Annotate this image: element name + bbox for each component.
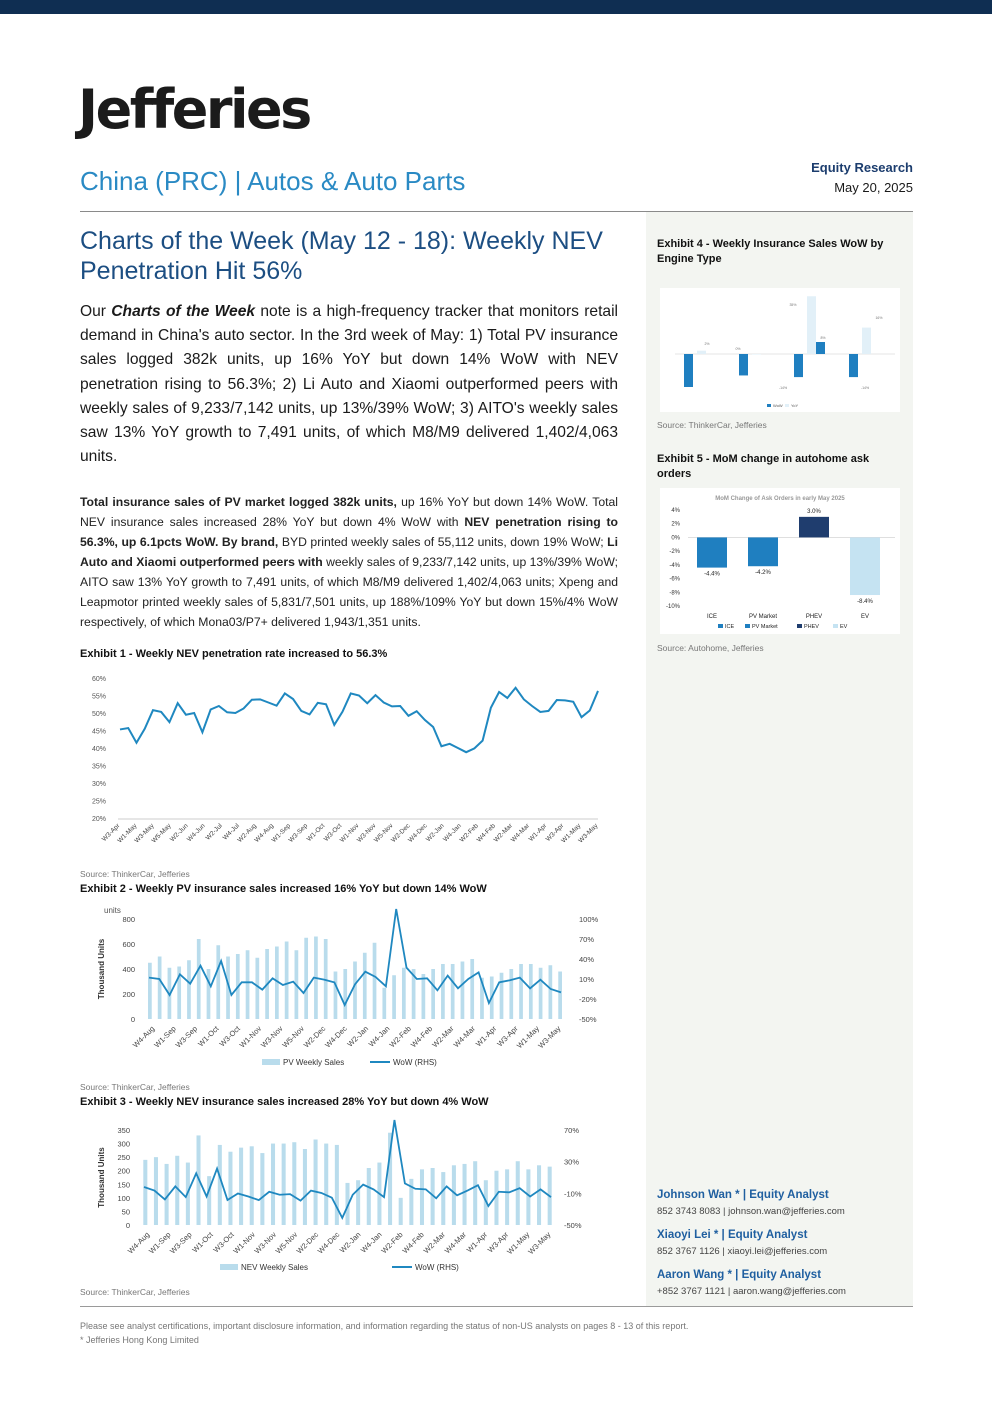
analyst-2-name[interactable]: Xiaoyi Lei * | Equity Analyst <box>657 1229 808 1241</box>
yoy-bar <box>807 296 816 354</box>
body-text-1: up 16% YoY but down 14% WoW. Total NEV insurance sales increased 28% YoY but down 4% WoW with <box>80 495 618 529</box>
x-tick-label: W1-Nov <box>231 1230 257 1256</box>
unit-label: units <box>104 906 121 915</box>
x-tick-label: W2-Dec <box>390 822 412 845</box>
exhibit1-source: Source: ThinkerCar, Jefferies <box>80 869 190 879</box>
x-tick-label: W1-Oct <box>190 1230 215 1255</box>
sales-bar <box>558 972 562 1020</box>
y-tick-label: 25% <box>91 798 106 806</box>
x-tick-label: W4-Aug <box>130 1024 157 1050</box>
wow-bar-positive <box>816 342 825 354</box>
x-tick-label: W1-May <box>560 822 583 845</box>
body-bold-2: NEV penetration rising to 56.3%, up 6.1pcts WoW. By brand, <box>80 515 618 549</box>
x-tick-label: PHEV <box>805 614 823 620</box>
sales-bar <box>304 938 308 1019</box>
x-tick-label: W2-Feb <box>458 822 480 844</box>
x-tick-label: W1-Nov <box>338 822 361 845</box>
legend-label-bars: NEV Weekly Sales <box>241 1263 308 1272</box>
body-paragraph <box>80 492 618 632</box>
sales-bar <box>470 959 474 1019</box>
report-date: May 20, 2025 <box>834 180 913 195</box>
sales-bar <box>373 943 377 1019</box>
sales-bar <box>250 1146 254 1225</box>
sales-bar <box>216 945 220 1019</box>
y-left-tick-label: 50 <box>121 1207 130 1217</box>
sales-bar <box>451 964 455 1019</box>
sales-bar <box>143 1160 147 1225</box>
x-tick-label: W1-May <box>505 1230 532 1257</box>
x-tick-label: W3-Apr <box>485 1230 511 1255</box>
x-tick-label: W4-Feb <box>400 1230 426 1256</box>
sales-bar <box>314 1140 318 1226</box>
legend-label-yoy: YoY <box>791 403 799 408</box>
sales-bar <box>539 968 543 1019</box>
x-tick-label: W2-Jan <box>424 822 446 844</box>
y-tick-label: 35% <box>91 763 106 771</box>
x-tick-label: W5-May <box>150 822 173 845</box>
exhibit4-title: Exhibit 4 - Weekly Insurance Sales WoW by Engine Type <box>657 238 884 265</box>
sales-bar <box>537 1165 541 1225</box>
x-tick-label: W3-Nov <box>252 1230 279 1256</box>
sales-bar <box>207 969 211 1019</box>
legend-label: EV <box>840 624 848 630</box>
x-tick-label: W3-May <box>577 822 600 845</box>
y-tick-label: 2% <box>671 521 680 528</box>
sales-bar <box>452 1165 456 1225</box>
value-label: -8.4% <box>857 599 873 606</box>
wow-bar <box>849 354 858 377</box>
footnote: * Jefferies Hong Kong Limited <box>80 1335 199 1345</box>
y-left-tick-label: 0 <box>125 1221 130 1230</box>
y-right-tick-label: 70% <box>564 1126 580 1135</box>
y-right-tick-label: 70% <box>579 935 595 944</box>
sales-bar <box>255 958 259 1019</box>
sales-bar <box>148 963 152 1019</box>
sales-bar <box>239 1148 243 1225</box>
analyst-3-contact[interactable]: +852 3767 1121 | aaron.wang@jefferies.com <box>657 1286 846 1297</box>
value-label: -4.2% <box>755 570 771 577</box>
sales-bar <box>324 1144 328 1225</box>
y-axis-title: Thousand Units <box>97 938 106 1000</box>
x-tick-label: W5-Nov <box>373 822 395 845</box>
x-tick-label: W1-Sep <box>146 1230 173 1256</box>
report-title: Charts of the Week (May 12 - 18): Weekly NEV Penetration Hit 56% <box>80 227 603 285</box>
sales-bar <box>500 973 504 1019</box>
y-tick-label: 60% <box>91 676 106 683</box>
exhibit5-title: Exhibit 5 - MoM change in autohome ask orders <box>657 453 870 480</box>
x-tick-label: W4-Jan <box>358 1230 384 1255</box>
y-tick-label: -6% <box>669 576 680 583</box>
lead-bold: Charts of the Week <box>111 303 256 320</box>
x-tick-label: W5-Nov <box>280 1024 306 1050</box>
y-tick-label: 50% <box>91 711 106 718</box>
x-tick-label: W1-Oct <box>196 1024 221 1049</box>
x-tick-label: W3-Sep <box>173 1024 200 1050</box>
y-axis-title: Thousand Units <box>97 1147 106 1208</box>
x-tick-label: W2-Feb <box>387 1024 413 1050</box>
analyst-1-contact[interactable]: 852 3743 8083 | johnson.wan@jefferies.com <box>657 1206 845 1217</box>
x-tick-label: W4-Jul <box>221 822 241 842</box>
y-tick-label: -8% <box>669 590 680 597</box>
sales-bar <box>363 953 367 1019</box>
body-text-2: BYD printed weekly sales of 55,112 units, down 19% WoW; <box>278 535 608 549</box>
x-tick-label: W3-Apr <box>544 822 566 843</box>
sales-bar <box>335 1145 339 1225</box>
x-tick-label: W4-Feb <box>475 822 497 844</box>
x-tick-label: W1-Oct <box>305 822 327 843</box>
sales-bar <box>271 1144 275 1225</box>
sales-bar <box>382 988 386 1019</box>
legend-label: ICE <box>725 624 735 630</box>
x-tick-label: ICE <box>706 614 718 620</box>
x-tick-label: W2-Jan <box>345 1024 371 1049</box>
exhibit3-title: Exhibit 3 - Weekly NEV insurance sales increased 28% YoY but down 4% WoW <box>80 1096 489 1108</box>
exhibit1-chart <box>80 668 610 868</box>
sales-bar <box>463 1164 467 1225</box>
sales-bar <box>548 965 552 1019</box>
legend-label-wow: WoW <box>773 403 783 408</box>
legend-swatch-bars <box>220 1264 238 1270</box>
x-tick-label: W3-Apr <box>100 822 122 843</box>
exhibit3-source: Source: ThinkerCar, Jefferies <box>80 1287 190 1297</box>
x-tick-label: W3-Oct <box>322 822 344 843</box>
x-tick-label: W2-Jan <box>337 1230 363 1255</box>
x-tick-label: W1-Sep <box>270 822 293 845</box>
x-tick-label: W4-Dec <box>407 822 429 845</box>
legend-label-bars: PV Weekly Sales <box>283 1058 345 1067</box>
x-tick-label: W1-Apr <box>527 822 549 843</box>
legend-swatch-bars <box>262 1059 280 1065</box>
ask-order-bar <box>697 537 727 567</box>
exhibit4-source: Source: ThinkerCar, Jefferies <box>657 420 767 430</box>
value-label: 3.0% <box>807 508 821 515</box>
x-tick-label: W2-Mar <box>421 1230 447 1256</box>
analyst-2-contact[interactable]: 852 3767 1126 | xiaoyi.lei@jefferies.com <box>657 1246 828 1257</box>
sales-bar <box>516 1161 520 1225</box>
exhibit5-source: Source: Autohome, Jefferies <box>657 643 764 653</box>
y-left-tick-label: 150 <box>117 1180 130 1190</box>
x-tick-label: W1-Nov <box>237 1024 264 1050</box>
x-tick-label: W4-Mar <box>442 1230 468 1256</box>
sales-bar <box>303 1149 307 1225</box>
x-tick-label: W3-Oct <box>211 1230 236 1255</box>
x-tick-label: W2-Aug <box>236 822 258 845</box>
y-left-tick-label: 200 <box>117 1166 130 1176</box>
exhibit5-chart <box>660 488 900 634</box>
x-tick-label: W3-Oct <box>217 1024 242 1049</box>
legend-swatch <box>833 624 838 628</box>
lead-paragraph <box>80 300 618 469</box>
top-banner <box>0 0 992 14</box>
body-bold-3: Li Auto and Xiaomi outperformed peers with <box>80 535 619 569</box>
x-tick-label: W2-Dec <box>301 1024 328 1050</box>
y-tick-label: 20% <box>91 816 106 823</box>
wow-bar <box>739 354 748 375</box>
sales-bar <box>519 964 523 1019</box>
yoy-bar <box>862 328 871 354</box>
x-tick-label: EV <box>860 614 870 620</box>
sales-bar <box>392 975 396 1019</box>
x-tick-label: W1-Apr <box>464 1230 490 1255</box>
y-right-tick-label: 100% <box>579 915 599 924</box>
x-tick-label: W1-Apr <box>473 1024 499 1049</box>
x-tick-label: W2-Jul <box>204 822 224 842</box>
body-bold-1: Total insurance sales of PV market logged 382k units, <box>80 495 397 509</box>
y-tick-label: 55% <box>91 693 106 701</box>
sales-bar <box>353 962 357 1020</box>
sales-bar <box>505 1169 509 1225</box>
ask-order-bar <box>850 537 880 595</box>
sales-bar <box>529 964 533 1019</box>
y-left-tick-label: 200 <box>122 990 135 999</box>
x-tick-label: W4-Jun <box>185 822 207 844</box>
sales-bar <box>282 1144 286 1225</box>
y-tick-label: -10% <box>665 604 680 610</box>
y-right-tick-label: -20% <box>579 995 597 1004</box>
sales-bar <box>197 939 201 1019</box>
sales-bar <box>367 1168 371 1225</box>
y-left-tick-label: 0 <box>130 1015 135 1024</box>
x-tick-label: W4-Mar <box>451 1024 477 1050</box>
legend-swatch <box>745 624 750 628</box>
sales-bar <box>473 1161 477 1225</box>
exhibit3-chart <box>80 1118 610 1280</box>
body-text-3: weekly sales of 9,233/7,142 units, up 13%/39% WoW; AITO saw 13% YoY growth to 7,491 units, of which M8/M9 delivered 1,402/4,063 units; Xpeng and Leapmotor printed weekly sales of 5,831/7,501 units, up 188%/109% YoY but down 15%/4% WoW respectively, of which Mona03/P7+ delivered 1,943/1,351 units. <box>80 555 618 629</box>
sales-bar <box>461 962 465 1020</box>
sales-bar <box>509 969 513 1019</box>
exhibit2-title: Exhibit 2 - Weekly PV insurance sales increased 16% YoY but down 14% WoW <box>80 883 487 895</box>
y-right-tick-label: -50% <box>564 1221 582 1230</box>
footer-divider <box>80 1306 913 1307</box>
y-right-tick-label: -50% <box>579 1015 597 1024</box>
x-tick-label: W2-Feb <box>379 1230 405 1256</box>
y-tick-label: 4% <box>671 508 680 514</box>
wow-bar <box>794 354 803 377</box>
sales-bar <box>285 942 289 1020</box>
report-type: Equity Research <box>811 160 913 175</box>
legend-swatch <box>718 624 723 628</box>
x-tick-label: W3-Apr <box>495 1024 520 1049</box>
sales-bar <box>402 968 406 1019</box>
y-tick-label: 45% <box>91 728 106 736</box>
x-tick-label: W4-Aug <box>125 1230 152 1256</box>
x-tick-label: W4-Dec <box>315 1230 342 1256</box>
sales-bar <box>431 969 435 1019</box>
analyst-3-name[interactable]: Aaron Wang * | Equity Analyst <box>657 1269 822 1281</box>
sales-bar <box>158 957 162 1020</box>
x-tick-label: W2-Mar <box>430 1024 456 1050</box>
x-tick-label: W1-May <box>116 822 139 845</box>
x-tick-label: W2-Dec <box>294 1230 321 1256</box>
sales-bar <box>343 969 347 1019</box>
y-right-tick-label: 30% <box>564 1157 580 1167</box>
disclaimer: Please see analyst certifications, important disclosure information, and information regarding the status of non-US analysts on pages 8 - 13 of this report. <box>80 1321 689 1331</box>
y-left-tick-label: 250 <box>117 1153 130 1163</box>
analyst-1-name[interactable]: Johnson Wan * | Equity Analyst <box>657 1189 829 1201</box>
y-left-tick-label: 100 <box>117 1193 130 1203</box>
data-label: -14% <box>860 386 870 390</box>
x-tick-label: W1-May <box>514 1024 542 1051</box>
y-right-tick-label: 40% <box>579 955 595 964</box>
x-tick-label: W3-May <box>526 1230 553 1257</box>
y-left-tick-label: 600 <box>122 940 135 949</box>
sales-bar <box>228 1152 232 1225</box>
x-tick-label: W3-Sep <box>287 822 310 845</box>
sales-bar <box>187 960 191 1019</box>
x-tick-label: W1-Sep <box>152 1024 178 1050</box>
yoy-bar <box>697 351 706 354</box>
nev-penetration-line <box>120 688 598 752</box>
ask-order-bar <box>799 517 829 538</box>
exhibit1-title: Exhibit 1 - Weekly NEV penetration rate increased to 56.3% <box>80 648 388 660</box>
ask-order-bar <box>748 537 778 566</box>
jefferies-logo: Jefferies <box>78 78 310 141</box>
exhibit2-chart <box>80 900 610 1080</box>
lead-text-2: note is a high-frequency tracker that monitors retail demand in China's auto sector. In the 3rd week of May: 1) Total PV insurance sales logged 382k units, up 16% YoY but down 14% WoW with NEV penetration rising to 56.3%; 2) Li Auto and Xiaomi outperformed peers with weekly sales of 9,233/7,142 units, up 13%/39% WoW; 3) AITO's weekly sales saw 13% YoY growth to 7,491 units, of which M8/M9 delivered 1,402/4,063 units. <box>80 303 619 466</box>
sales-bar <box>441 964 445 1019</box>
x-tick-label: W3-May <box>133 822 156 845</box>
x-tick-label: W4-Aug <box>253 822 276 845</box>
sales-bar <box>441 1172 445 1225</box>
x-tick-label: W3-May <box>536 1024 563 1051</box>
legend-label: PHEV <box>804 624 819 630</box>
sales-bar <box>422 974 426 1019</box>
data-label: -14% <box>778 386 788 390</box>
x-tick-label: W5-Nov <box>273 1230 300 1256</box>
legend-swatch-wow <box>767 404 771 407</box>
x-tick-label: W4-Jan <box>366 1024 392 1049</box>
x-tick-label: W4-Dec <box>323 1024 349 1050</box>
exhibit2-source: Source: ThinkerCar, Jefferies <box>80 1082 190 1092</box>
sector-heading: China (PRC) | Autos & Auto Parts <box>80 166 466 196</box>
wow-bar <box>684 354 693 387</box>
y-left-tick-label: 800 <box>122 915 135 924</box>
legend-label-line: WoW (RHS) <box>393 1058 437 1067</box>
data-label: 8% <box>820 336 826 340</box>
x-tick-label: W3-Nov <box>259 1024 285 1050</box>
legend-label: PV Market <box>752 624 778 630</box>
sales-bar <box>246 950 250 1019</box>
x-tick-label: W3-Sep <box>168 1230 194 1256</box>
x-tick-label: W2-Mar <box>492 822 515 844</box>
legend-label-line: WoW (RHS) <box>415 1263 459 1272</box>
y-tick-label: -2% <box>669 549 680 556</box>
legend-swatch-yoy <box>785 404 789 407</box>
legend-swatch <box>797 624 802 628</box>
sales-bar <box>260 1153 264 1225</box>
data-label: 16% <box>875 316 883 320</box>
y-left-tick-label: 300 <box>117 1139 130 1149</box>
y-left-tick-label: 400 <box>122 965 135 974</box>
sales-bar <box>334 972 338 1020</box>
y-right-tick-label: 10% <box>579 975 595 984</box>
x-tick-label: W4-Feb <box>408 1024 435 1050</box>
y-tick-label: 0% <box>671 535 680 542</box>
chart-title: MoM Change of Ask Orders in early May 2025 <box>715 496 845 502</box>
data-label: 2% <box>704 342 710 346</box>
x-tick-label: W2-Jun <box>168 822 190 844</box>
exhibit4-chart <box>660 288 900 412</box>
sales-bar <box>399 1198 403 1225</box>
y-tick-label: 40% <box>91 746 106 753</box>
sales-bar <box>420 1169 424 1225</box>
y-right-tick-label: -10% <box>564 1189 582 1199</box>
y-left-tick-label: 350 <box>117 1126 130 1135</box>
data-label: 0% <box>735 347 741 351</box>
yoy-bar <box>752 354 761 355</box>
x-tick-label: W4-Jan <box>442 822 463 844</box>
x-tick-label: W3-Nov <box>355 822 378 845</box>
x-tick-label: PV Market <box>748 614 778 620</box>
x-tick-label: W4-Mar <box>509 822 532 844</box>
y-tick-label: 30% <box>91 781 106 788</box>
sales-bar <box>218 1145 222 1225</box>
sales-bar <box>292 1142 296 1225</box>
lead-text-1: Our <box>80 303 112 320</box>
data-label: 35% <box>789 303 797 307</box>
value-label: -4.4% <box>704 571 720 578</box>
y-tick-label: -4% <box>669 562 680 569</box>
